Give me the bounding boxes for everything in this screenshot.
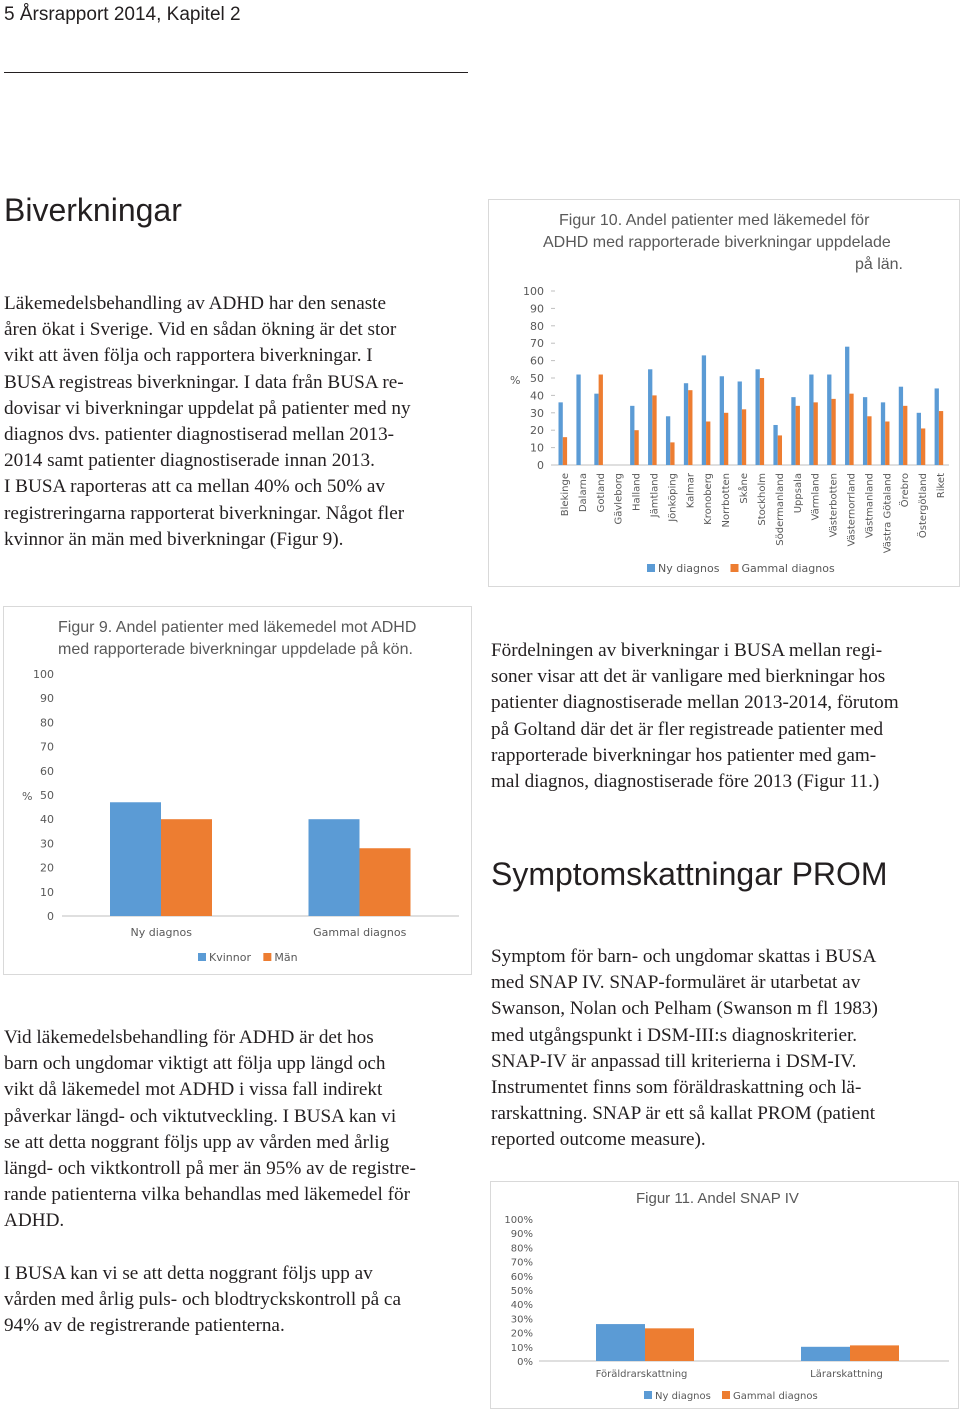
bar-gammal-diagnos <box>634 430 638 465</box>
legend-swatch <box>731 564 739 572</box>
legend-swatch <box>647 564 655 572</box>
bar-gammal-diagnos <box>867 416 871 465</box>
x-category-label: Västmanland <box>864 473 876 539</box>
legend-label: Män <box>274 951 298 964</box>
bar-gammal-diagnos <box>831 399 835 465</box>
bar-gammal-diagnos <box>814 402 818 465</box>
bar-ny-diagnos <box>809 375 813 465</box>
y-tick-label: 0 <box>537 459 544 472</box>
y-tick-label: 70 <box>530 337 544 351</box>
bar-gammal-diagnos <box>563 437 567 465</box>
bar-ny-diagnos <box>684 383 688 465</box>
y-tick-label: 40 <box>40 813 54 827</box>
x-category-label: Ny diagnos <box>130 926 192 939</box>
paragraph-growth: Vid läkemedelsbehandling för ADHD är det hos barn och ungdomar viktigt att följa upp längd och vikt då läkemedel mot ADHD i vissa fall indirekt påverkar längd- och viktutveckling. I BUSA kan vi se att detta noggrant följs upp av vården med årlig längd- och viktkontroll på mer än 95% av de registre- rande patienterna vilka behandlas med läkemedel för ADHD. <box>4 1027 416 1232</box>
bar-män <box>161 819 212 916</box>
y-tick-label: 20 <box>530 424 544 438</box>
x-category-label: Skåne <box>739 473 751 504</box>
figure-10-box <box>488 199 960 587</box>
legend-swatch <box>722 1391 730 1399</box>
paragraph-regions: Fördelningen av biverkningar i BUSA mellan regi- soner visar att det är vanligare med bierkningar hos patienter diagnostiserade mellan 2013-2014, förutom på Goltand där det är fler registreade patienter med rapporterade biverkningar hos patienter med gam- mal diagnos, diagnostiserade före 2013 (Figur 11.) <box>491 640 899 793</box>
y-tick-label: 20% <box>510 1328 533 1340</box>
section-title-biverkningar: Biverkningar <box>4 192 182 228</box>
y-tick-label: 20 <box>40 861 54 875</box>
bar-ny-diagnos <box>845 347 849 465</box>
bar-gammal-diagnos <box>760 378 764 465</box>
legend-swatch <box>644 1391 652 1399</box>
y-tick-label: 80 <box>530 319 544 333</box>
x-category-label: Föräldrarskattning <box>595 1369 688 1380</box>
paragraph-pulse: I BUSA kan vi se att detta noggrant följs upp av vården med årlig puls- och blodtryckskontroll på ca 94% av de registrerande patienterna. <box>4 1263 401 1337</box>
y-tick-label: 80% <box>510 1243 533 1255</box>
y-tick-label: 60% <box>510 1271 533 1283</box>
bar-gammal-diagnos <box>921 428 925 465</box>
bar-gammal-diagnos <box>706 422 710 466</box>
x-category-label: Jämtland <box>649 473 661 518</box>
x-category-label: Västerbotten <box>828 473 840 538</box>
bar-ny-diagnos <box>801 1347 850 1361</box>
bar-gammal-diagnos <box>903 406 907 465</box>
bar-ny-diagnos <box>935 388 939 465</box>
bar-ny-diagnos <box>881 402 885 465</box>
legend-label: Ny diagnos <box>655 1391 711 1402</box>
y-tick-label: 80 <box>40 716 54 730</box>
x-category-label: Örebro <box>900 473 912 508</box>
bar-gammal-diagnos <box>796 406 800 465</box>
x-category-label: Stockholm <box>756 473 768 526</box>
bar-ny-diagnos <box>576 375 580 465</box>
legend-label: Gammal diagnos <box>733 1391 818 1402</box>
y-tick-label: 100 <box>33 668 54 681</box>
figure-9-box <box>3 606 472 975</box>
figure-10-title-line-3: på län. <box>854 256 903 273</box>
legend-label: Ny diagnos <box>658 562 720 575</box>
bar-ny-diagnos <box>666 416 670 465</box>
section-title-prom: Symptomskattningar PROM <box>491 856 888 892</box>
y-tick-label: 90 <box>40 692 54 706</box>
y-tick-label: 10 <box>530 441 544 455</box>
x-category-label: Lärarskattning <box>810 1369 883 1380</box>
bar-ny-diagnos <box>738 381 742 465</box>
legend-label: Gammal diagnos <box>741 562 835 575</box>
bar-gammal-diagnos <box>939 411 943 465</box>
bar-gammal-diagnos <box>778 435 782 465</box>
x-category-label: Blekinge <box>559 473 571 517</box>
x-category-label: Värmland <box>810 473 822 521</box>
x-category-label: Kalmar <box>685 473 697 509</box>
header-rule <box>4 72 468 73</box>
x-category-label: Gammal diagnos <box>313 926 407 939</box>
y-tick-label: 60 <box>530 354 544 368</box>
bar-ny-diagnos <box>648 369 652 465</box>
bar-ny-diagnos <box>756 369 760 465</box>
paragraph-snap: Symptom för barn- och ungdomar skattas i BUSA med SNAP IV. SNAP-formuläret är utarbetat av Swanson, Nolan och Pelham (Swanson m fl 1983) med utgångspunkt i DSM-III:s diagnoskriterier. SNAP-IV är anpassad till kriterierna i DSM-IV. Instrumentet finns som föräldraskattning och lä- rarskattning. SNAP är ett så kallat PROM (patient reported outcome measure). <box>491 946 878 1151</box>
x-category-label: Uppsala <box>792 473 804 514</box>
figure-10-title-line-1: Figur 10. Andel patienter med läkemedel för <box>559 212 870 229</box>
y-tick-label: 100% <box>504 1215 533 1226</box>
bar-gammal-diagnos <box>652 395 656 465</box>
y-tick-label: 50 <box>530 372 544 385</box>
y-tick-label: 0 <box>47 910 54 923</box>
x-category-label: Västernorrland <box>846 473 858 547</box>
y-tick-label: 70 <box>40 740 54 754</box>
bar-ny-diagnos <box>899 387 903 465</box>
running-header: 5 Årsrapport 2014, Kapitel 2 <box>4 4 241 25</box>
y-tick-label: 50 <box>40 789 54 802</box>
bar-ny-diagnos <box>863 397 867 465</box>
y-tick-label: 100 <box>523 285 544 298</box>
legend-swatch <box>198 953 206 961</box>
figure-11-chart <box>491 1182 958 1408</box>
bar-ny-diagnos <box>827 375 831 465</box>
y-tick-label: 30 <box>40 837 54 851</box>
x-category-label: Dalarna <box>577 473 589 513</box>
bar-gammal-diagnos <box>850 1345 899 1361</box>
x-category-label: Västra Götaland <box>882 473 894 554</box>
bar-gammal-diagnos <box>742 409 746 465</box>
y-tick-label: 90 <box>530 302 544 316</box>
bar-kvinnor <box>309 819 360 916</box>
bar-gammal-diagnos <box>599 375 603 465</box>
figure-10-title-line-2: ADHD med rapporterade biverkningar uppdelade <box>543 234 891 251</box>
x-category-label: Riket <box>936 473 948 499</box>
y-tick-label: 10 <box>40 885 54 899</box>
figure-9-chart <box>4 607 471 974</box>
x-category-label: Östergötland <box>918 473 930 539</box>
figure-11-title-line-1: Figur 11. Andel SNAP IV <box>636 1190 799 1207</box>
bar-gammal-diagnos <box>645 1328 694 1361</box>
bar-gammal-diagnos <box>670 442 674 465</box>
y-tick-label: 10% <box>510 1342 533 1354</box>
bar-gammal-diagnos <box>885 422 889 466</box>
bar-ny-diagnos <box>596 1324 645 1361</box>
figure-9-title-line-1: Figur 9. Andel patienter med läkemedel mot ADHD <box>58 619 417 636</box>
legend-swatch <box>263 953 271 961</box>
bar-män <box>360 848 411 916</box>
y-tick-label: 70% <box>510 1257 533 1269</box>
bar-gammal-diagnos <box>849 394 853 465</box>
x-category-label: Gävleborg <box>613 473 625 525</box>
x-category-label: Norrbotten <box>721 473 733 528</box>
bar-kvinnor <box>110 802 161 916</box>
bar-ny-diagnos <box>702 355 706 465</box>
figure-9-title-line-2: med rapporterade biverkningar uppdelade på kön. <box>58 641 413 658</box>
bar-gammal-diagnos <box>724 413 728 465</box>
y-axis-label: % <box>22 790 33 803</box>
figure-11-box <box>490 1181 959 1409</box>
figure-10-chart <box>489 200 959 586</box>
legend-label: Kvinnor <box>209 951 251 964</box>
x-category-label: Södermanland <box>774 473 786 546</box>
paragraph-intro: Läkemedelsbehandling av ADHD har den senaste åren ökat i Sverige. Vid en sådan ökning är det stor vikt att även följa och rapportera biverkningar. I BUSA registreas biverkningar. I data från BUSA re- dovisar vi biverkningar uppdelat på patienter med ny diagnos dvs. patienter diagnostiserad mellan 2013- 2014 samt patienter diagnostiserade innan 2013. I BUSA raporteras att ca mellan 40% och 50% av registreringarna rapporterat biverkningar. Något fler kvinnor än män med biverkningar (Figur 9). <box>4 293 411 550</box>
bar-ny-diagnos <box>917 413 921 465</box>
y-tick-label: 30% <box>510 1314 533 1326</box>
y-tick-label: 90% <box>510 1229 533 1241</box>
y-tick-label: 50% <box>510 1286 533 1297</box>
y-axis-label: % <box>510 374 521 387</box>
bar-gammal-diagnos <box>688 390 692 465</box>
bar-ny-diagnos <box>791 397 795 465</box>
x-category-label: Gotland <box>595 473 607 513</box>
x-category-label: Halland <box>631 473 643 512</box>
y-tick-label: 60 <box>40 764 54 778</box>
y-tick-label: 40 <box>530 389 544 403</box>
x-category-label: Jönköping <box>667 473 679 522</box>
bar-ny-diagnos <box>773 425 777 465</box>
y-tick-label: 40% <box>510 1300 533 1312</box>
y-tick-label: 30 <box>530 406 544 420</box>
bar-ny-diagnos <box>594 394 598 465</box>
bar-ny-diagnos <box>630 406 634 465</box>
bar-ny-diagnos <box>720 376 724 465</box>
y-tick-label: 0% <box>517 1357 533 1368</box>
bar-ny-diagnos <box>559 402 563 465</box>
x-category-label: Kronoberg <box>703 473 715 525</box>
